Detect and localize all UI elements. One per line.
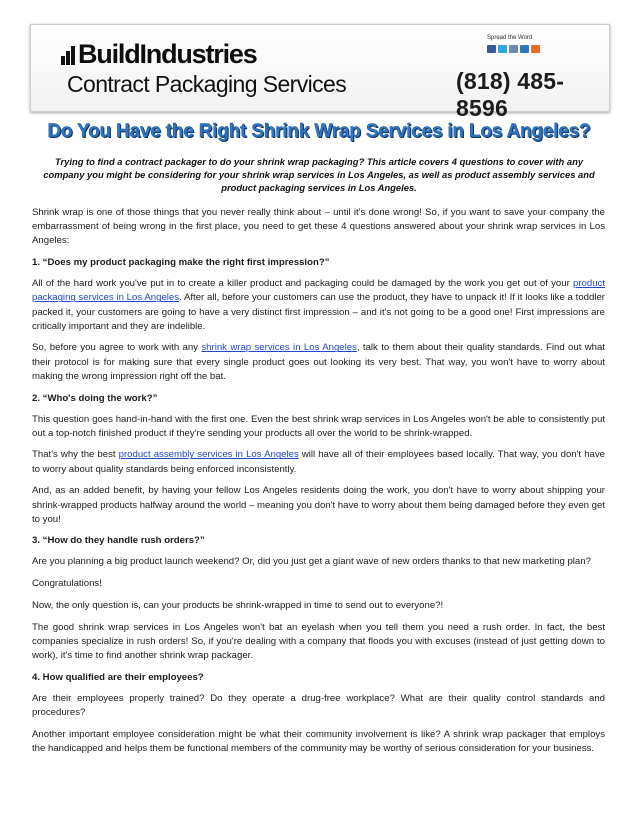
phone-number[interactable]: (818) 485-8596 [456, 68, 565, 121]
twitter-icon[interactable] [498, 45, 507, 53]
paragraph-text: So, before you agree to work with any [32, 342, 202, 354]
social-share-bar [487, 45, 540, 53]
paragraph: Now, the only question is, can your products be shrink-wrapped in time to send out to everyone?! [32, 599, 444, 611]
paragraph: And, as an added benefit, by having your fellow Los Angeles residents doing the work, you don't have to worry about shipping your shrink-wrapped products halfway around the world – meaning you don't have to worry about them being damaged before they even get to you! [32, 485, 606, 525]
paragraph-text: That's why the best [32, 449, 119, 461]
paragraph: Are their employees properly trained? Do they operate a drug-free workplace? What are their quality control standards and procedures? [32, 692, 605, 718]
paragraph-text: . After all, before your customers can use the product, they have to unpack it! If it looks like a toddler packed it, your customers are going to have a very distinct first impression – and it's not going to be a good one! First impressions are critically important and they are indelible. [32, 292, 605, 332]
paragraph: Another important employee consideration might be what their community involvement is like? A shrink wrap packager that employs the handicapped and helps them be functional members of the community may be worthy of serious consideration for your business. [32, 728, 605, 754]
paragraph: The good shrink wrap services in Los Angeles won't bat an eyelash when you tell them you need a rush order. In fact, the best companies specialize in rush orders! So, if you're dealing with a company that floods you with excuses (instead of just getting down to work), it's time to find another shrink wrap packager. [32, 621, 605, 661]
paragraph-text: will have all of their employees based locally. That way, you don't have to worry about quality standards being enforced inconsistently. [32, 449, 605, 475]
question-heading: 2. “Who's doing the work?” [32, 392, 158, 404]
question-heading: 3. “How do they handle rush orders?” [32, 535, 205, 547]
company-logo[interactable] [61, 39, 257, 69]
paragraph [32, 448, 605, 476]
paragraph: Shrink wrap is one of those things that you never really think about – until it's done wrong! So, if you want to save your company the embarrassment of being wrong in the first place, you need to get these 4 questions answered about your shrink wrap services in Los Angeles: [32, 207, 605, 247]
header-banner [30, 24, 610, 121]
logo-bars-icon [61, 45, 75, 65]
article-intro: Trying to find a contract packager to do your shrink wrap packaging? This article covers 4 questions to cover with any company you might be considering for your shrink wrap services in Los Angeles, as well as product assembly services and product packaging services in Los Angeles. [43, 156, 595, 193]
paragraph: Congratulations! [32, 578, 102, 590]
email-icon[interactable] [509, 45, 518, 53]
question-heading: 4. How qualified are their employees? [32, 671, 204, 683]
linkedin-icon[interactable] [520, 45, 529, 53]
shrink-wrap-services-link[interactable]: shrink wrap services in Los Angeles [201, 342, 357, 354]
rss-icon[interactable] [531, 45, 540, 53]
spread-the-word-label: Spread the Word [487, 35, 533, 41]
product-packaging-services-link[interactable]: product packaging services in Los Angeles [32, 278, 605, 304]
logo-text: BuildIndustries [78, 39, 257, 69]
facebook-icon[interactable] [487, 45, 496, 53]
product-assembly-services-link[interactable]: product assembly services in Los Angeles [118, 449, 299, 461]
question-heading: 1. “Does my product packaging make the right first impression?” [32, 257, 330, 269]
paragraph: Are you planning a big product launch weekend? Or, did you just get a giant wave of new orders thanks to that new marketing plan? [32, 556, 591, 568]
article-title: Do You Have the Right Shrink Wrap Services in Los Angeles? [47, 121, 591, 142]
paragraph [32, 341, 605, 384]
paragraph: This question goes hand-in-hand with the first one. Even the best shrink wrap services in Los Angeles won't be able to consistently put out a top-notch finished product if they're sending your products all over the world to be shrink-wrapped. [32, 413, 605, 439]
paragraph-text: , talk to them about their quality standards. Find out what their protocol is for making sure that every single product goes out looking its very best. That way, you won't have to worry about making the wrong impression right off the bat. [32, 342, 605, 382]
company-tagline: Contract Packaging Services [67, 71, 347, 97]
paragraph-text: All of the hard work you've put in to create a killer product and packaging could be damaged by the work you get out of your [32, 278, 573, 290]
paragraph [32, 277, 605, 334]
article-body [32, 206, 605, 763]
